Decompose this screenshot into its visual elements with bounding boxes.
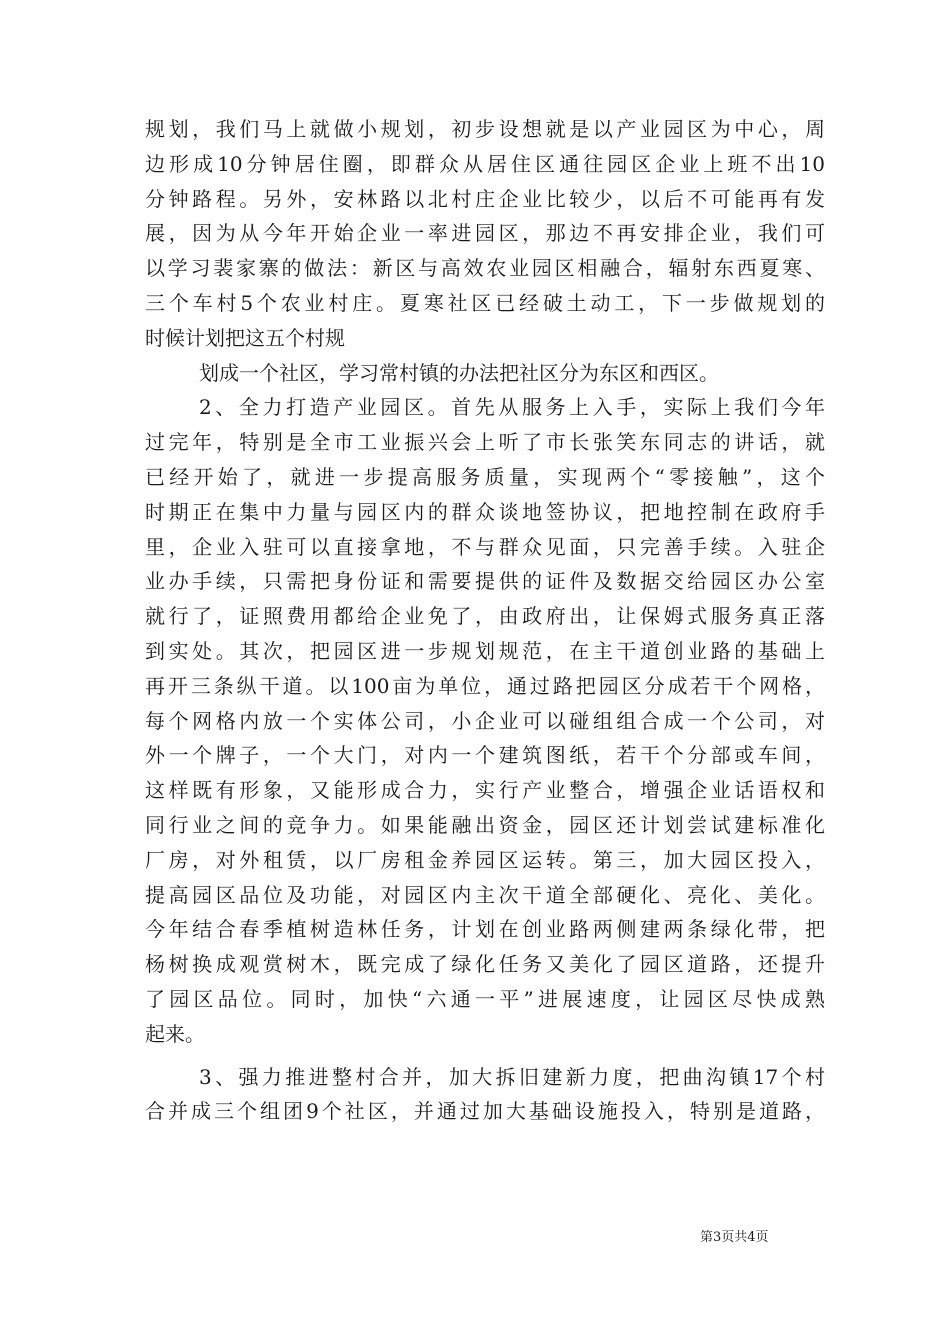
- text-line: 外一个牌子，一个大门，对内一个建筑图纸，若干个分部或车间，: [145, 743, 825, 768]
- document-body: [145, 112, 825, 1129]
- paragraph-gap: [145, 1052, 825, 1060]
- text-line: 划成一个社区，学习常村镇的办法把社区分为东区和西区。: [199, 360, 719, 385]
- text-line: 以学习裴家寨的做法：新区与高效农业园区相融合，辐射东西夏寒、: [145, 256, 825, 281]
- text-line: 业办手续，只需把身份证和需要提供的证件及数据交给园区办公室: [145, 569, 825, 594]
- text-line: 到实处。其次，把园区进一步规划规范，在主干道创业路的基础上: [145, 638, 825, 663]
- text-line: 每个网格内放一个实体公司，小企业可以碰组组合成一个公司，对: [145, 708, 825, 733]
- text-line: 起来。: [145, 1021, 205, 1046]
- text-line: 过完年，特别是全市工业振兴会上听了市长张笑东同志的讲话，就: [145, 430, 825, 455]
- text-line: 3、强力推进整村合并，加大拆旧建新力度，把曲沟镇17个村: [199, 1064, 825, 1089]
- text-line: 分钟路程。另外，安林路以北村庄企业比较少，以后不可能再有发: [145, 186, 825, 211]
- text-line: 提高园区品位及功能，对园区内主次干道全部硬化、亮化、美化。: [145, 882, 825, 907]
- text-line: 时候计划把这五个村规: [145, 325, 345, 350]
- text-line: 同行业之间的竞争力。如果能融出资金，园区还计划尝试建标准化: [145, 812, 825, 837]
- text-line: 三个车村5个农业村庄。夏寒社区已经破土动工，下一步做规划的: [145, 290, 825, 315]
- text-line: 合并成三个组团9个社区，并通过加大基础设施投入，特别是道路，: [145, 1099, 825, 1124]
- text-line: 厂房，对外租赁，以厂房租金养园区运转。第三，加大园区投入，: [145, 847, 825, 872]
- text-line: 里，企业入驻可以直接拿地，不与群众见面，只完善手续。入驻企: [145, 534, 825, 559]
- text-line: 这样既有形象，又能形成合力，实行产业整合，增强企业话语权和: [145, 778, 825, 803]
- text-line: 展，因为从今年开始企业一率进园区，那边不再安排企业，我们可: [145, 221, 825, 246]
- text-line: 时期正在集中力量与园区内的群众谈地签协议，把地控制在政府手: [145, 499, 825, 524]
- text-line: 今年结合春季植树造林任务，计划在创业路两侧建两条绿化带，把: [145, 917, 825, 942]
- text-line: 2、全力打造产业园区。首先从服务上入手，实际上我们今年: [199, 395, 825, 420]
- text-line: 规划，我们马上就做小规划，初步设想就是以产业园区为中心，周: [145, 117, 825, 141]
- text-line: 再开三条纵干道。以100亩为单位，通过路把园区分成若干个网格，: [145, 673, 825, 698]
- text-line: 已经开始了，就进一步提高服务质量，实现两个“零接触”，这个: [145, 464, 825, 489]
- page-number-footer: 第3页共4页: [700, 1230, 769, 1245]
- text-line: 就行了，证照费用都给企业免了，由政府出，让保姆式服务真正落: [145, 604, 825, 629]
- text-line: 了园区品位。同时，加快“六通一平”进展速度，让园区尽快成熟: [145, 986, 825, 1011]
- text-line: 杨树换成观赏树木，既完成了绿化任务又美化了园区道路，还提升: [145, 952, 825, 977]
- text-line: 边形成10分钟居住圈，即群众从居住区通往园区企业上班不出10: [145, 151, 825, 176]
